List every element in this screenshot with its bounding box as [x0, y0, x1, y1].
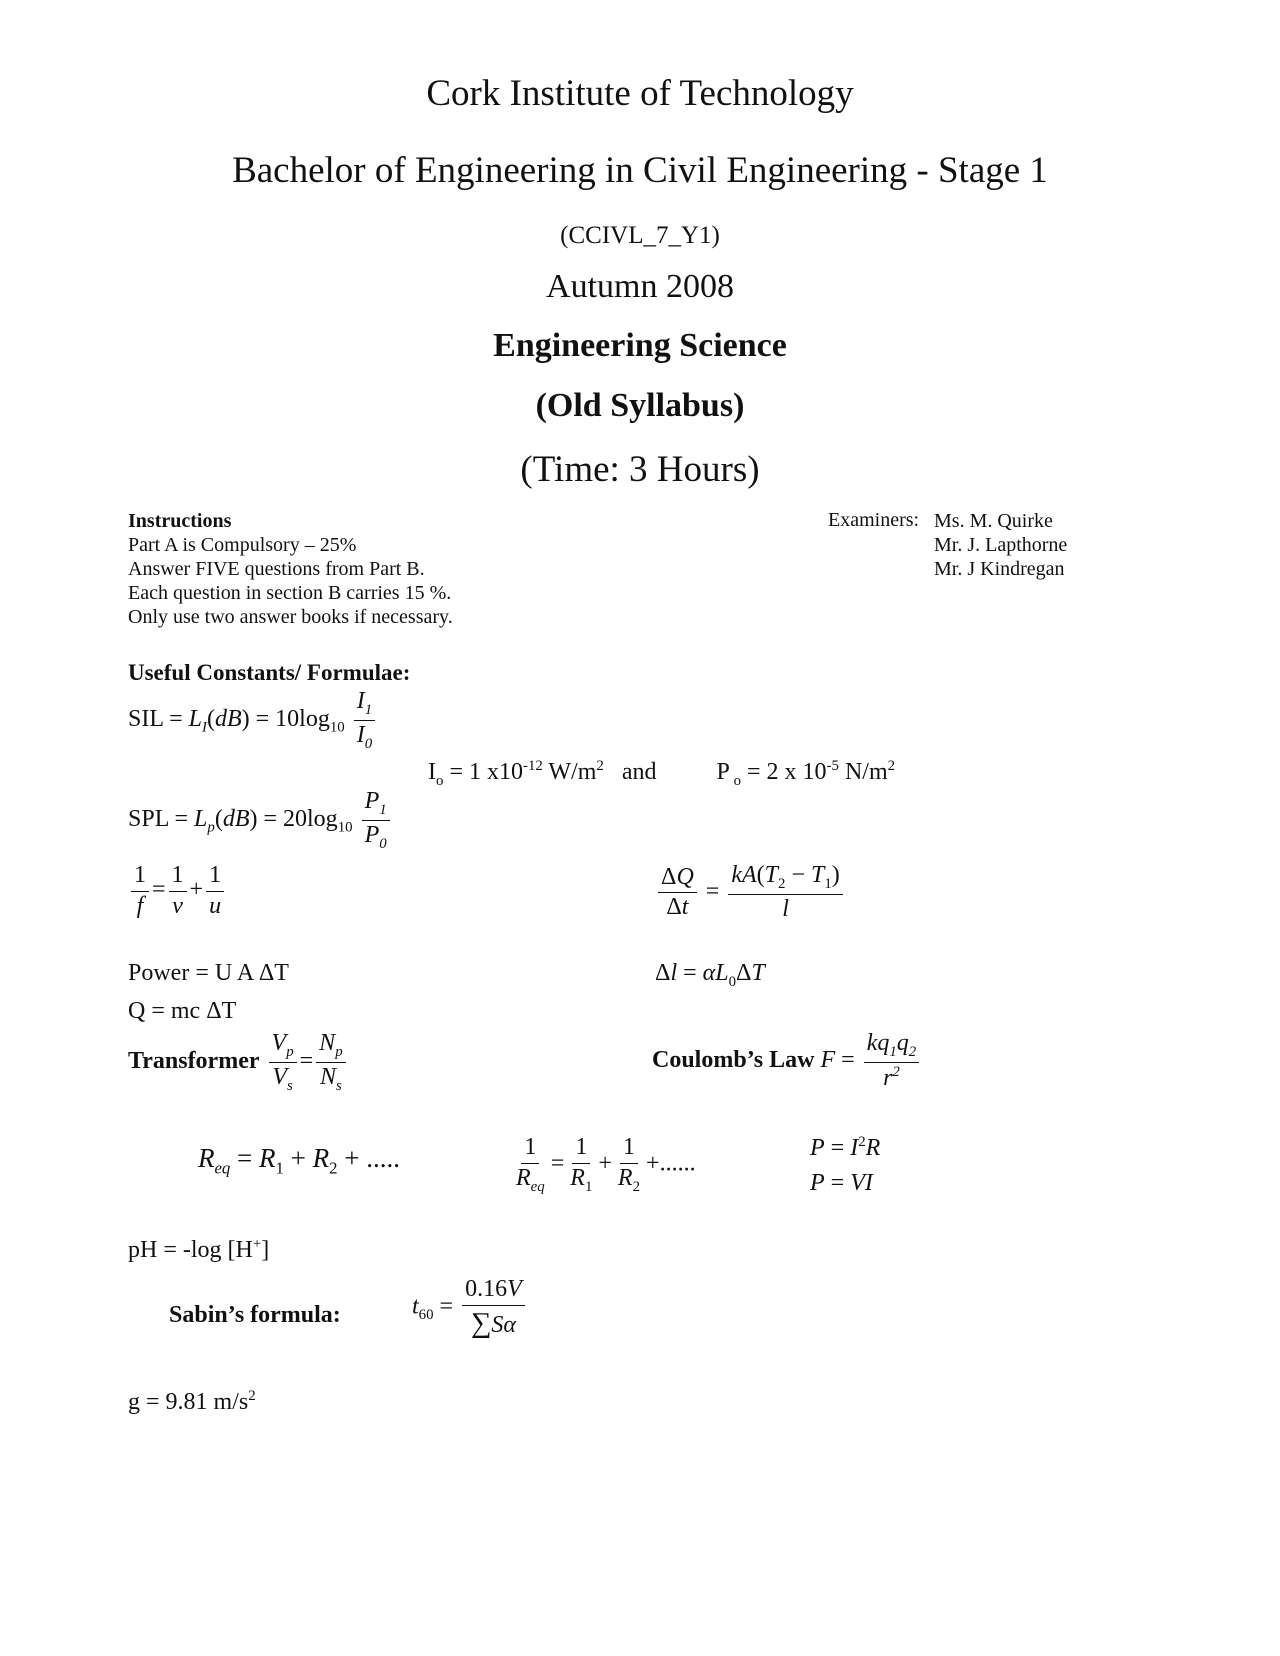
power-formula: Power = U A ΔT	[128, 960, 289, 986]
ph-text: pH = -log [H	[128, 1237, 253, 1263]
institution-title: Cork Institute of Technology	[426, 73, 854, 114]
power-i2r-formula: $P = I^2R$	[810, 1134, 881, 1161]
ph-formula: pH = -log [H+]	[128, 1236, 270, 1263]
examiner-name: Mr. J. Lapthorne	[934, 534, 1068, 556]
coulomb-label: Coulomb’s Law	[652, 1046, 815, 1073]
series-resistance-formula: $R_{eq} = R_1 + R_2$ + .....	[198, 1143, 400, 1178]
spl-label: SPL	[128, 805, 169, 832]
gravity-text: g = 9.81 m/s	[128, 1389, 249, 1415]
transformer-label: Transformer	[128, 1047, 260, 1074]
instructions-heading: Instructions	[128, 510, 232, 532]
sil-label: SIL	[128, 705, 164, 732]
subject-title: Engineering Science	[493, 327, 787, 364]
sabin-label: Sabin’s formula:	[169, 1302, 341, 1328]
examiner-name: Mr. J Kindregan	[934, 558, 1065, 580]
formulae-heading: Useful Constants/ Formulae:	[128, 660, 411, 685]
heat-conduction-formula: $\frac{\Delta Q}{\Delta t}$ = $\frac{kA(T_2 - T_1)}{l}$	[655, 862, 846, 923]
course-code: (CCIVL_7_Y1)	[560, 222, 720, 249]
power-vi-formula: P = VI	[810, 1170, 873, 1196]
parallel-resistance-formula: $\frac{1}{R_{eq}}$ = $\frac{1}{R_1}$ + $\frac{1}{R_2}$ +......	[516, 1134, 696, 1195]
thermal-expansion-formula: $\Delta l = \alpha L_0\Delta T$	[655, 960, 765, 990]
coulomb-formula: Coulomb’s Law F = $\frac{kq_1q_2}{r^2}$	[652, 1030, 922, 1092]
heat-formula: Q = mc ΔT	[128, 998, 237, 1024]
exam-duration: (Time: 3 Hours)	[520, 449, 760, 490]
exam-session: Autumn 2008	[546, 268, 734, 305]
instruction-line: Answer FIVE questions from Part B.	[128, 558, 425, 580]
instructions-block	[128, 509, 453, 629]
instruction-line: Each question in section B carries 15 %.	[128, 582, 452, 604]
spl-formula: SPL = $L_p(dB) = 20\log_{10}$ $\frac{P_1}{P_0}$	[128, 788, 393, 853]
examiners-label: Examiners:	[828, 509, 920, 531]
programme-title: Bachelor of Engineering in Civil Engineering - Stage 1	[232, 150, 1048, 191]
and-label: and	[621, 759, 657, 785]
syllabus-note: (Old Syllabus)	[535, 387, 745, 424]
instruction-line: Only use two answer books if necessary.	[128, 606, 453, 628]
examiners-list	[934, 509, 1067, 581]
transformer-formula: Transformer $\frac{V_p}{V_s}$ = $\frac{N_p}{N_s}$	[128, 1030, 349, 1095]
instruction-line: Part A is Compulsory – 25%	[128, 534, 357, 556]
lens-formula: $\frac{1}{f}$ = $\frac{1}{v}$ + $\frac{1}{u}$	[128, 862, 227, 920]
reference-constants: $I_o = 1$ $x10^{-12}$ $W/m^2$ and P $_o$ = 2 x $10^{-5}$ $N/m^2$	[428, 758, 896, 789]
gravity-constant: g = 9.81 $m/s^2$	[128, 1388, 256, 1415]
sabin-formula: $t_{60}$ = $\frac{0.16V}{\sum S\alpha}$	[412, 1276, 528, 1340]
sil-formula: SIL = $L_I(dB) = 10\log_{10}$ $\frac{I_1}{I_0}$	[128, 688, 378, 753]
examiner-name: Ms. M. Quirke	[934, 510, 1053, 532]
